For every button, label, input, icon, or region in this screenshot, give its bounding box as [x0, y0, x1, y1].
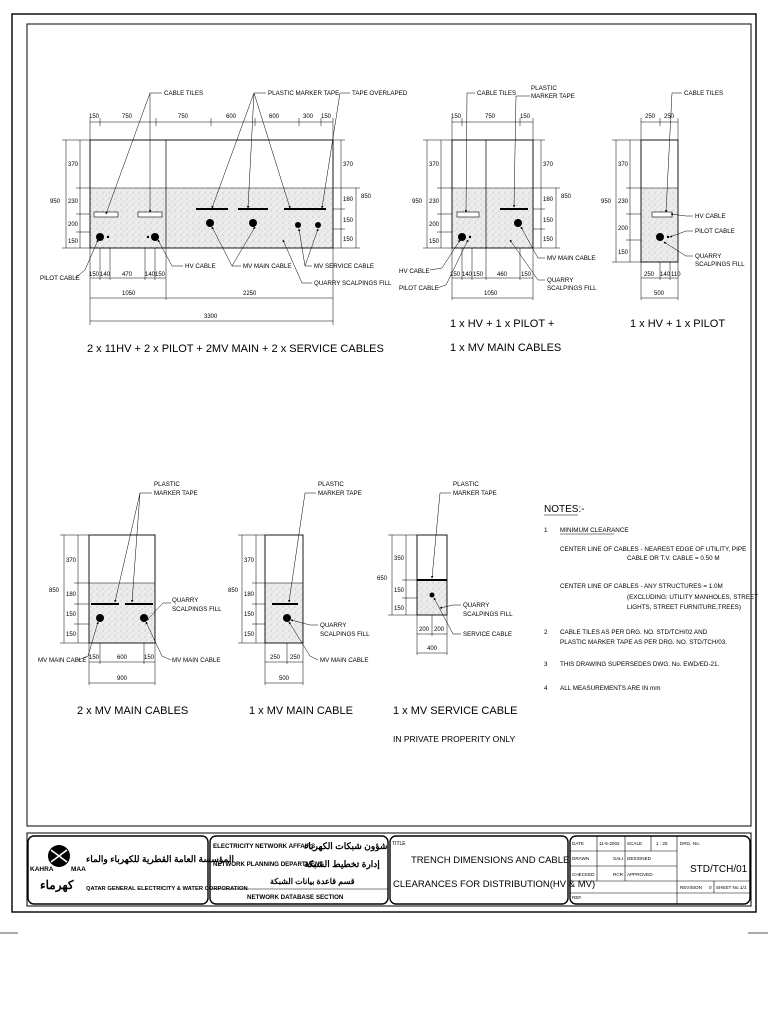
drawing-text: REVISION	[680, 885, 702, 890]
mv-main-cable-symbol	[249, 219, 257, 227]
mv-main-cable-symbol	[283, 614, 291, 622]
drawing-text: PLASTIC MARKER TAPE AS PER DRG. NO. STD/TCH/03.	[560, 639, 728, 646]
drawing-text: 140	[100, 272, 111, 278]
drawing-text: CENTER LINE OF CABLES - NEAREST EDGE OF UTILITY, PIPE	[560, 546, 747, 553]
drawing-text: (EXCLUDING: UTILITY MANHOLES, STREET	[627, 594, 759, 601]
drawing-text: 250	[290, 655, 301, 661]
drawing-text: DRG. No.	[680, 841, 700, 846]
drawing-text: 250	[644, 272, 655, 278]
drawing-text: 150	[89, 114, 100, 120]
cable-tile	[652, 212, 672, 217]
drawing-text: PLASTIC	[531, 85, 557, 92]
drawing-text: 3300	[204, 314, 218, 320]
drawing-text: 150	[343, 218, 354, 224]
drawing-text: 1/1	[740, 885, 747, 890]
drawing-text: 950	[412, 199, 423, 205]
drawing-text: 150	[618, 250, 629, 256]
drawing-text: LIGHTS, STREET FURNITURE,TREES)	[627, 604, 741, 611]
drawing-text: TITLE	[392, 841, 406, 847]
drawing-text: QUARRY	[172, 597, 199, 604]
drawing-text: 150	[429, 239, 440, 245]
drawing-text: 150	[394, 588, 405, 594]
drawing-text: 400	[427, 646, 438, 652]
drawing-text: 200	[434, 627, 445, 633]
drawing-text: 850	[228, 588, 239, 594]
fill-area	[90, 188, 333, 248]
drawing-text: CLEARANCES FOR DISTRIBUTION(HV & MV)	[393, 879, 596, 890]
mv-service-cable-symbol	[295, 222, 301, 228]
drawing-text: NETWORK DATABASE SECTION	[247, 894, 344, 901]
drawing-text: 470	[122, 272, 133, 278]
drawing-text: 650	[377, 576, 388, 582]
drawing-text: 150	[155, 272, 166, 278]
drawing-text: 1 : 25	[656, 841, 668, 846]
drawing-text: 600	[117, 655, 128, 661]
drawing-text: شؤون شبكات الكهرباء	[304, 841, 388, 851]
drawing-text: 150	[543, 237, 554, 243]
drawing-text: PILOT CABLE	[40, 275, 80, 282]
drawing-text: 200	[429, 222, 440, 228]
trench-drawing-5	[228, 481, 370, 717]
drawing-text: كهرماء	[40, 878, 74, 892]
drawing-text: QUARRY	[547, 277, 574, 284]
kahramaa-logo	[30, 845, 86, 893]
drawing-text: 2	[544, 629, 548, 636]
drawing-text: 1050	[122, 291, 136, 297]
drawing-text: قسم قاعدة بيانات الشبكة	[270, 877, 355, 886]
drawing-text: DRAWN	[572, 856, 590, 861]
drawing-text: TRENCH DIMENSIONS AND CABLE	[411, 855, 570, 866]
drawing-text: 150	[68, 239, 79, 245]
hv-cable-symbol	[96, 233, 104, 241]
drawing-text: CHECKED	[572, 872, 595, 877]
drawing-text: PLASTIC MARKER TAPE	[268, 90, 340, 97]
drawing-text: 900	[117, 676, 128, 682]
drawing-text: 250	[270, 655, 281, 661]
drawing-text: 150	[244, 632, 255, 638]
drawing-text: 950	[50, 199, 61, 205]
drawing-4-title: 2 x MV MAIN CABLES	[77, 705, 189, 717]
drawing-1-title: 2 x 11HV + 2 x PILOT + 2MV MAIN + 2 x SERVICE CABLES	[87, 343, 384, 355]
drawing-text: 370	[543, 162, 554, 168]
drawing-text: MV MAIN CABLE	[243, 263, 292, 270]
drawing-text: 140	[462, 272, 473, 278]
drawing-text: PILOT CABLE	[695, 228, 735, 235]
drawing-text: 200	[618, 226, 629, 232]
drawing-text: 110	[671, 272, 681, 278]
drawing-text: 250	[664, 114, 675, 120]
drawing-text: 150	[89, 655, 100, 661]
drawing-text: MINIMUM CLEARANCE	[560, 527, 629, 534]
drawing-text: MARKER TAPE	[318, 490, 362, 497]
trench-drawing-4	[38, 481, 222, 717]
pilot-cable-symbol	[667, 236, 669, 238]
mv-main-cable-symbol	[96, 614, 104, 622]
drawing-text: DATE	[572, 841, 584, 846]
drawing-text: SCALPINGS FILL	[320, 631, 370, 638]
drawing-text: PLASTIC	[318, 481, 344, 488]
drawing-text: MARKER TAPE	[154, 490, 198, 497]
drawing-6-title: 1 x MV SERVICE CABLE	[393, 705, 518, 717]
trench-drawing-6	[377, 481, 518, 744]
drawing-text: PLASTIC	[453, 481, 479, 488]
drawing-text: 150	[343, 237, 354, 243]
drawing-text: 500	[654, 291, 665, 297]
drawing-text: QUARRY	[695, 253, 722, 260]
drawing-text: 140	[660, 272, 671, 278]
drawing-text: 460	[497, 272, 508, 278]
drawing-text: CABLE TILES	[164, 90, 204, 97]
drawing-text: 370	[68, 162, 79, 168]
drawing-text: 0	[709, 885, 712, 890]
drawing-text: 750	[122, 114, 133, 120]
notes-section	[544, 504, 758, 692]
drawing-text: 200	[68, 222, 79, 228]
drawing-text: 150	[450, 272, 461, 278]
drawing-text: 300	[303, 114, 314, 120]
title-block	[27, 833, 751, 906]
drawing-text: REF.	[572, 895, 582, 900]
drawing-text: PLASTIC	[154, 481, 180, 488]
drawing-text: 150	[244, 612, 255, 618]
drawing-text: 180	[244, 592, 255, 598]
drawing-text: DESIGNED	[627, 856, 651, 861]
drawing-text: 11-5-2002	[599, 841, 620, 846]
drawing-text: SCALE	[627, 841, 643, 846]
drawing-text: SCALPINGS FILL	[172, 606, 222, 613]
drawing-3-title: 1 x HV + 1 x PILOT	[630, 318, 726, 330]
drawing-text: MV MAIN CABLE	[320, 657, 369, 664]
drawing-text: 150	[394, 606, 405, 612]
drawing-text: 150	[521, 272, 532, 278]
drawing-text: CABLE TILES	[477, 90, 517, 97]
drawing-text: 3	[544, 661, 548, 668]
drawing-text: SCALPINGS FILL	[547, 285, 597, 292]
hv-cable-symbol	[151, 233, 159, 241]
trench-drawing-1	[40, 90, 408, 355]
drawing-text: MV MAIN CABLE	[38, 657, 87, 664]
drawing-text: SCALPINGS FILL	[463, 611, 513, 618]
drawing-text: QUARRY	[320, 622, 347, 629]
pilot-cable-symbol	[147, 236, 149, 238]
drawing-text: 250	[645, 114, 656, 120]
drawing-text: 150	[473, 272, 484, 278]
cable-tile	[138, 212, 162, 217]
drawing-text: 150	[321, 114, 332, 120]
mv-main-cable-symbol	[514, 219, 522, 227]
drawing-text: TAPE OVERLAPED	[352, 90, 408, 97]
drawing-text: MAA	[71, 866, 86, 873]
drawing-text: SALI	[613, 856, 623, 861]
drawing-text: MARKER TAPE	[453, 490, 497, 497]
drawing-text: 600	[269, 114, 280, 120]
hv-cable-symbol	[656, 233, 664, 241]
mv-service-cable-symbol	[315, 222, 321, 228]
drawing-text: SCALPINGS FILL	[695, 261, 745, 268]
drawing-text: إدارة تخطيط الشبكة	[304, 859, 380, 869]
trench-drawing-3	[601, 90, 745, 330]
drawing-text: 370	[66, 558, 77, 564]
trench-drawing-2	[399, 85, 597, 354]
drawing-text: 950	[601, 199, 612, 205]
drawing-text: 230	[68, 199, 79, 205]
drawing-text: 180	[66, 592, 77, 598]
title-box	[390, 836, 568, 904]
drawing-text: 230	[618, 199, 629, 205]
drawing-text: 850	[561, 194, 572, 200]
pilot-cable-symbol	[107, 236, 109, 238]
drawing-5-title: 1 x MV MAIN CABLE	[249, 705, 353, 717]
service-cable-symbol	[430, 593, 435, 598]
drawing-text: 150	[451, 114, 462, 120]
drawing-text: SERVICE CABLE	[463, 631, 513, 638]
drawing-text: 180	[343, 197, 354, 203]
drawing-text: MV SERVICE CABLE	[314, 263, 375, 270]
drawing-text: 750	[485, 114, 496, 120]
drawing-text: 500	[279, 676, 290, 682]
drawing-text: APPROVED	[627, 872, 653, 877]
mv-main-cable-symbol	[140, 614, 148, 622]
drawing-text: QUARRY	[463, 602, 490, 609]
drawing-text: 2250	[243, 291, 257, 297]
drawing-text: MARKER TAPE	[531, 93, 575, 100]
drawing-text: RCR	[613, 872, 623, 877]
drawing-text: PILOT CABLE	[399, 285, 439, 292]
drawing-text: 370	[244, 558, 255, 564]
drawing-text: 370	[429, 162, 440, 168]
drawing-text: MV MAIN CABLE	[547, 255, 596, 262]
drawing-text: 850	[49, 588, 60, 594]
drawing-text: CABLE TILES	[684, 90, 724, 97]
drawing-text: 750	[178, 114, 189, 120]
drawing-text: ALL MEASUREMENTS ARE IN mm	[560, 685, 661, 692]
drawing-text: NETWORK PLANNING DEPARTMENT	[213, 861, 324, 868]
drawing-text: 150	[89, 272, 100, 278]
drawing-text: 370	[343, 162, 354, 168]
pilot-cable-symbol	[469, 236, 471, 238]
drawing-text: 600	[226, 114, 237, 120]
sheet-outer-border	[12, 14, 759, 912]
drawing-text: KAHRA	[30, 866, 54, 873]
cable-tile	[457, 212, 479, 217]
drawing-text: 350	[394, 556, 405, 562]
hv-cable-symbol	[458, 233, 466, 241]
drawing-text: 180	[543, 197, 554, 203]
drawing-text: 230	[429, 199, 440, 205]
drawing-text: 150	[520, 114, 531, 120]
drawing-text: 850	[361, 194, 372, 200]
drawing-text: 4	[544, 685, 548, 692]
drawing-2-title-line1: 1 x HV + 1 x PILOT +	[450, 318, 555, 330]
notes-heading: NOTES:-	[544, 504, 585, 515]
drawing-2-title-line2: 1 x MV MAIN CABLES	[450, 342, 562, 354]
drawing-text: THIS DRAWING SUPERSEDES DWG. No. EWD/ED-21.	[560, 661, 720, 668]
drawing-text: HV CABLE	[185, 263, 216, 270]
drawing-text: QUARRY SCALPINGS FILL	[314, 280, 392, 287]
drawing-text: MV MAIN CABLE	[172, 657, 221, 664]
cable-tile	[94, 212, 118, 217]
drawing-text: 1050	[484, 291, 498, 297]
drawing-text: 150	[144, 655, 155, 661]
drawing-text: SHEET No.	[716, 885, 740, 890]
drawing-text: QATAR GENERAL ELECTRICITY & WATER CORPORATION	[86, 886, 248, 892]
drawing-text: 1	[544, 527, 548, 534]
drawing-text: CABLE TILES AS PER DRG. NO. STD/TCH/02 AND	[560, 629, 708, 636]
drawing-text: 200	[419, 627, 430, 633]
drawing-text: 370	[618, 162, 629, 168]
drawing-6-subtitle: IN PRIVATE PROPERITY ONLY	[393, 734, 516, 744]
drawing-text: HV CABLE	[695, 213, 726, 220]
drawing-text: المؤسسة العامة القطرية للكهرباء والماء	[86, 854, 234, 864]
drawing-text: 150	[66, 632, 77, 638]
drawing-text: CENTER LINE OF CABLES - ANY STRUCTURES = 1.0M	[560, 583, 723, 590]
drawing-text: 150	[66, 612, 77, 618]
drawing-text: ELECTRICITY NETWORK AFFAIRS	[213, 843, 316, 850]
drawing-number: STD/TCH/01	[690, 864, 748, 875]
mv-main-cable-symbol	[206, 219, 214, 227]
drawing-text: CABLE OR T.V. CABLE = 0.50 M	[627, 555, 720, 562]
drawing-text: 150	[543, 218, 554, 224]
drawing-text: HV CABLE	[399, 268, 430, 275]
drawing-text: 140	[145, 272, 156, 278]
